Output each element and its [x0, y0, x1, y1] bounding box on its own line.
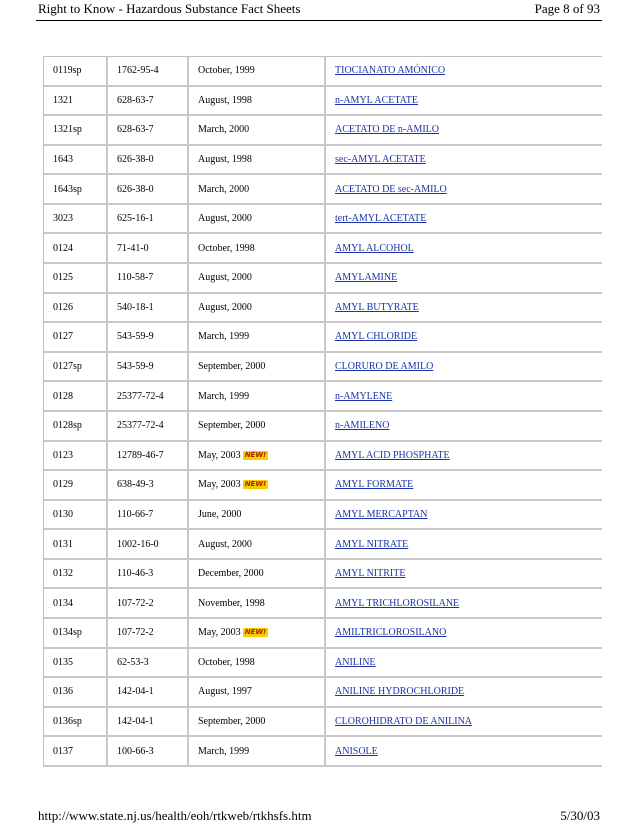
table-row	[44, 57, 602, 87]
substance-name-cell	[326, 560, 602, 588]
revision-date: August, 1997	[198, 686, 252, 698]
revision-date-cell	[189, 264, 326, 292]
substance-link[interactable]: AMYL ACID PHOSPHATE	[335, 449, 450, 461]
table-row	[44, 412, 602, 442]
cas-number: 628-63-7	[108, 87, 189, 115]
table-row	[44, 234, 602, 264]
substance-name-cell	[326, 205, 602, 233]
table-row	[44, 530, 602, 560]
footer-url: http://www.state.nj.us/health/eoh/rtkweb/rtkhsfs.htm	[38, 808, 312, 823]
substance-name-cell	[326, 264, 602, 292]
revision-date-cell	[189, 146, 326, 174]
cas-number: 1762-95-4	[108, 57, 189, 85]
substance-name-cell	[326, 442, 602, 470]
revision-date-cell	[189, 175, 326, 203]
substance-link[interactable]: ANISOLE	[335, 745, 378, 757]
revision-date-cell	[189, 737, 326, 765]
table-row	[44, 116, 602, 146]
new-badge-icon: NEW!	[244, 480, 267, 489]
revision-date: March, 2000	[198, 183, 250, 195]
substance-link[interactable]: AMYL CHLORIDE	[335, 331, 418, 343]
substance-name-cell	[326, 323, 602, 351]
substance-link[interactable]: AMYL NITRITE	[335, 568, 406, 580]
substance-link[interactable]: n-AMILENO	[335, 420, 390, 432]
revision-date-cell	[189, 353, 326, 381]
substance-number: 0134	[44, 589, 108, 617]
substance-name-cell	[326, 649, 602, 677]
substance-number: 0130	[44, 501, 108, 529]
revision-date: August, 1998	[198, 154, 252, 166]
substance-number: 0135	[44, 649, 108, 677]
substance-number: 1321	[44, 87, 108, 115]
new-badge-icon: NEW!	[244, 628, 267, 637]
cas-number: 107-72-2	[108, 619, 189, 647]
substance-number: 0129	[44, 471, 108, 499]
revision-date: May, 2003	[198, 449, 241, 461]
substance-number: 0128sp	[44, 412, 108, 440]
revision-date: September, 2000	[198, 361, 266, 373]
substance-name-cell	[326, 57, 602, 85]
revision-date-cell	[189, 649, 326, 677]
revision-date-cell	[189, 708, 326, 736]
revision-date: August, 2000	[198, 538, 252, 550]
substance-name-cell	[326, 382, 602, 410]
revision-date: August, 2000	[198, 272, 252, 284]
substance-name-cell	[326, 471, 602, 499]
substance-link[interactable]: AMYLAMINE	[335, 272, 398, 284]
substance-name-cell	[326, 87, 602, 115]
substance-name-cell	[326, 678, 602, 706]
revision-date: August, 2000	[198, 213, 252, 225]
substance-link[interactable]: ANILINE	[335, 656, 376, 668]
substance-link[interactable]: tert-AMYL ACETATE	[335, 213, 427, 225]
revision-date-cell	[189, 412, 326, 440]
cas-number: 543-59-9	[108, 323, 189, 351]
cas-number: 107-72-2	[108, 589, 189, 617]
substance-number: 0126	[44, 294, 108, 322]
revision-date: March, 2000	[198, 124, 250, 136]
page-number: Page 8 of 93	[534, 1, 600, 16]
substance-number: 0123	[44, 442, 108, 470]
cas-number: 71-41-0	[108, 234, 189, 262]
substance-name-cell	[326, 737, 602, 765]
cas-number: 110-46-3	[108, 560, 189, 588]
revision-date: May, 2003	[198, 627, 241, 639]
revision-date: March, 1999	[198, 390, 250, 402]
table-row	[44, 323, 602, 353]
revision-date: June, 2000	[198, 508, 242, 520]
cas-number: 540-18-1	[108, 294, 189, 322]
fact-sheet-table	[43, 56, 602, 767]
substance-link[interactable]: AMYL FORMATE	[335, 479, 414, 491]
revision-date-cell	[189, 501, 326, 529]
substance-number: 0127	[44, 323, 108, 351]
substance-number: 0119sp	[44, 57, 108, 85]
cas-number: 142-04-1	[108, 708, 189, 736]
revision-date: May, 2003	[198, 479, 241, 491]
cas-number: 142-04-1	[108, 678, 189, 706]
cas-number: 626-38-0	[108, 146, 189, 174]
substance-link[interactable]: ANILINE HYDROCHLORIDE	[335, 686, 465, 698]
revision-date-cell	[189, 589, 326, 617]
revision-date-cell	[189, 234, 326, 262]
revision-date-cell	[189, 323, 326, 351]
new-badge-icon: NEW!	[244, 450, 267, 459]
substance-link[interactable]: AMYL TRICHLOROSILANE	[335, 597, 460, 609]
substance-link[interactable]: CLORURO DE AMILO	[335, 361, 434, 373]
revision-date: September, 2000	[198, 716, 266, 727]
substance-name-cell	[326, 530, 602, 558]
substance-link[interactable]: n-AMYLENE	[335, 390, 393, 402]
revision-date-cell	[189, 87, 326, 115]
substance-link[interactable]: n-AMYL ACETATE	[335, 94, 418, 106]
substance-number: 0136	[44, 678, 108, 706]
cas-number: 543-59-9	[108, 353, 189, 381]
substance-link[interactable]: TIOCIANATO AMÓNICO	[335, 65, 446, 77]
substance-number: 0127sp	[44, 353, 108, 381]
substance-number: 0137	[44, 737, 108, 765]
substance-name-cell	[326, 353, 602, 381]
substance-link[interactable]: AMYL NITRATE	[335, 538, 409, 550]
substance-link[interactable]: sec-AMYL ACETATE	[335, 154, 426, 166]
revision-date-cell	[189, 471, 326, 499]
revision-date: October, 1998	[198, 242, 255, 254]
table-row	[44, 205, 602, 235]
cas-number: 25377-72-4	[108, 412, 189, 440]
table-row	[44, 560, 602, 590]
page-header-title: Right to Know - Hazardous Substance Fact Sheets	[38, 1, 301, 16]
table-row	[44, 382, 602, 412]
revision-date-cell	[189, 294, 326, 322]
substance-link[interactable]: AMYL ALCOHOL	[335, 242, 414, 254]
table-row	[44, 589, 602, 619]
revision-date: August, 2000	[198, 301, 252, 313]
revision-date: October, 1999	[198, 65, 255, 77]
table-row	[44, 87, 602, 117]
substance-number: 1643sp	[44, 175, 108, 203]
substance-name-cell	[326, 708, 602, 736]
substance-link[interactable]: ACETATO DE n-AMILO	[335, 124, 440, 136]
substance-link[interactable]: CLOROHIDRATO DE ANILINA	[335, 716, 473, 727]
cas-number: 1002-16-0	[108, 530, 189, 558]
revision-date-cell	[189, 678, 326, 706]
substance-number: 0131	[44, 530, 108, 558]
substance-number: 3023	[44, 205, 108, 233]
table-row	[44, 175, 602, 205]
cas-number: 625-16-1	[108, 205, 189, 233]
substance-link[interactable]: AMYL BUTYRATE	[335, 301, 419, 313]
substance-name-cell	[326, 412, 602, 440]
cas-number: 628-63-7	[108, 116, 189, 144]
table-row	[44, 501, 602, 531]
revision-date: November, 1998	[198, 597, 265, 609]
substance-number: 0128	[44, 382, 108, 410]
substance-number: 0132	[44, 560, 108, 588]
cas-number: 110-58-7	[108, 264, 189, 292]
revision-date-cell	[189, 619, 326, 647]
revision-date-cell	[189, 382, 326, 410]
revision-date-cell	[189, 116, 326, 144]
revision-date-cell	[189, 560, 326, 588]
footer-date: 5/30/03	[560, 808, 600, 823]
table-row	[44, 708, 602, 738]
revision-date: March, 1999	[198, 331, 250, 343]
table-row	[44, 294, 602, 324]
substance-link[interactable]: AMYL MERCAPTAN	[335, 508, 428, 520]
substance-number: 0134sp	[44, 619, 108, 647]
revision-date: December, 2000	[198, 568, 264, 580]
revision-date: October, 1998	[198, 656, 255, 668]
substance-link[interactable]: AMILTRICLOROSILANO	[335, 627, 447, 639]
revision-date: August, 1998	[198, 94, 252, 106]
table-row	[44, 353, 602, 383]
table-row	[44, 649, 602, 679]
cas-number: 62-53-3	[108, 649, 189, 677]
revision-date-cell	[189, 442, 326, 470]
substance-name-cell	[326, 589, 602, 617]
table-row	[44, 146, 602, 176]
revision-date-cell	[189, 530, 326, 558]
cas-number: 626-38-0	[108, 175, 189, 203]
cas-number: 25377-72-4	[108, 382, 189, 410]
revision-date-cell	[189, 57, 326, 85]
substance-number: 0125	[44, 264, 108, 292]
substance-name-cell	[326, 116, 602, 144]
cas-number: 638-49-3	[108, 471, 189, 499]
substance-name-cell	[326, 146, 602, 174]
substance-link[interactable]: ACETATO DE sec-AMILO	[335, 183, 447, 195]
substance-number: 0136sp	[44, 708, 108, 736]
revision-date-cell	[189, 205, 326, 233]
substance-name-cell	[326, 294, 602, 322]
table-row	[44, 737, 602, 767]
table-row	[44, 264, 602, 294]
table-row	[44, 678, 602, 708]
table-row	[44, 442, 602, 472]
table-row	[44, 471, 602, 501]
header-divider	[36, 20, 602, 21]
substance-name-cell	[326, 501, 602, 529]
substance-number: 1643	[44, 146, 108, 174]
cas-number: 12789-46-7	[108, 442, 189, 470]
substance-name-cell	[326, 619, 602, 647]
table-row	[44, 619, 602, 649]
substance-name-cell	[326, 234, 602, 262]
revision-date: March, 1999	[198, 745, 250, 757]
substance-number: 0124	[44, 234, 108, 262]
revision-date: September, 2000	[198, 420, 266, 432]
substance-name-cell	[326, 175, 602, 203]
cas-number: 110-66-7	[108, 501, 189, 529]
cas-number: 100-66-3	[108, 737, 189, 765]
substance-number: 1321sp	[44, 116, 108, 144]
